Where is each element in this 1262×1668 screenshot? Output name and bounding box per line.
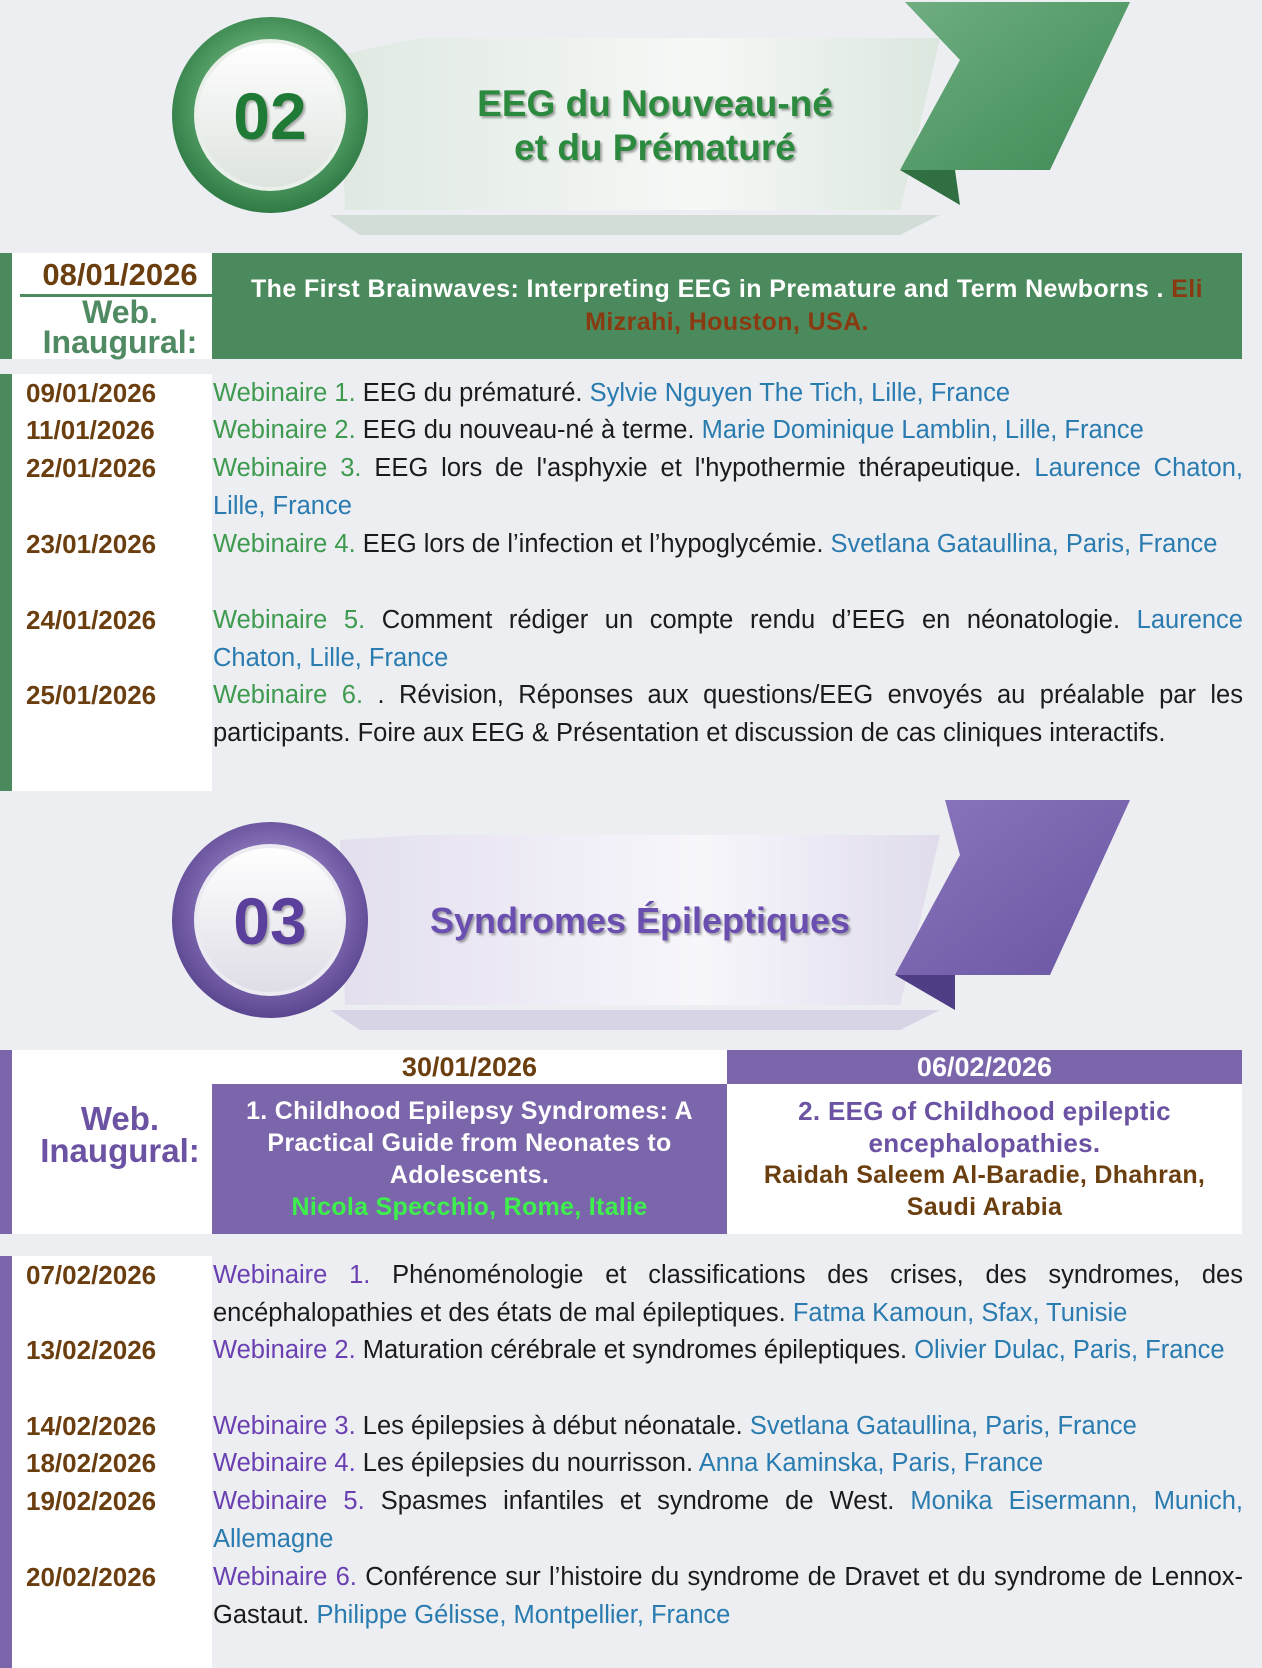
section-03-inaugural-label bbox=[16, 1100, 224, 1169]
webinar-title: Phénoménologie et classifications des crises, des syndromes, des encéphalopathies et des états de mal épileptiques. bbox=[213, 1261, 1243, 1327]
section-03-inaugural-label-line2: Inaugural: bbox=[40, 1132, 200, 1169]
section-03-talk-2-speaker: Raidah Saleem Al-Baradie, Dhahran, Saudi Arabia bbox=[763, 1161, 1206, 1221]
webinar-text bbox=[213, 1444, 1243, 1482]
webinar-speaker: Anna Kaminska, Paris, France bbox=[698, 1449, 1044, 1477]
section-03-talk-1-title: 1. Childhood Epilepsy Syndromes: A Practical Guide from Neonates to Adolescents. bbox=[246, 1097, 693, 1189]
section-03-inaugural-label-line1: Web. bbox=[80, 1100, 160, 1137]
webinar-date: 22/01/2026 bbox=[26, 453, 157, 483]
webinar-text bbox=[213, 1482, 1243, 1558]
webinar-speaker: Philippe Gélisse, Montpellier, France bbox=[316, 1601, 731, 1629]
section-03-talk-2 bbox=[727, 1084, 1242, 1234]
webinar-date: 24/01/2026 bbox=[26, 605, 157, 635]
webinar-date: 09/01/2026 bbox=[26, 378, 157, 408]
section-03-talk-1 bbox=[212, 1084, 727, 1234]
webinar-text bbox=[213, 411, 1262, 449]
section-02-list-bar bbox=[0, 374, 12, 791]
section-02-title bbox=[420, 82, 890, 170]
webinar-label: Webinaire 4. bbox=[213, 530, 356, 558]
webinar-label: Webinaire 1. bbox=[213, 379, 356, 407]
webinar-title: Maturation cérébrale et syndromes épileptiques. bbox=[362, 1336, 908, 1364]
webinar-speaker: Svetlana Gataullina, Paris, France bbox=[749, 1412, 1137, 1440]
webinar-title: Les épilepsies du nourrisson. bbox=[362, 1449, 694, 1477]
webinar-date: 18/02/2026 bbox=[26, 1448, 157, 1478]
webinar-date: 19/02/2026 bbox=[26, 1486, 157, 1516]
section-03-banner bbox=[0, 795, 1262, 1045]
webinar-date: 20/02/2026 bbox=[26, 1562, 157, 1592]
webinar-speaker: Laurence Chaton, Lille, France bbox=[213, 454, 1243, 520]
webinar-text bbox=[213, 374, 1243, 412]
webinar-date: 11/01/2026 bbox=[26, 415, 155, 445]
section-02-inaugural-label bbox=[16, 294, 224, 360]
section-03-talk-1-date: 30/01/2026 bbox=[212, 1050, 727, 1084]
webinar-label: Webinaire 2. bbox=[213, 1336, 356, 1364]
section-02-inaugural bbox=[0, 253, 1242, 359]
webinar-label: Webinaire 5. bbox=[213, 606, 366, 634]
webinar-title: Comment rédiger un compte rendu d’EEG en néonatologie. bbox=[381, 606, 1121, 634]
section-02-inaugural-label-line2: Inaugural: bbox=[42, 324, 198, 360]
section-02-inaugural-date: 08/01/2026 bbox=[20, 257, 220, 297]
webinar-date: 25/01/2026 bbox=[26, 680, 157, 710]
section-03-inaugural-label-box bbox=[0, 1050, 212, 1234]
section-03-talk-1-speaker: Nicola Specchio, Rome, Italie bbox=[291, 1193, 648, 1221]
webinar-title: Les épilepsies à début néonatale. bbox=[362, 1412, 743, 1440]
section-02-number: 02 bbox=[233, 79, 307, 153]
webinar-date: 23/01/2026 bbox=[26, 529, 157, 559]
section-03-talk-2-title: 2. EEG of Childhood epileptic encephalopathies. bbox=[798, 1096, 1171, 1158]
section-02-inaugural-label-line1: Web. bbox=[82, 294, 158, 330]
webinar-text bbox=[213, 1407, 1262, 1445]
webinar-speaker: Sylvie Nguyen The Tich, Lille, France bbox=[589, 379, 1011, 407]
section-02-inaugural-speaker: Eli Mizrahi, Houston, USA. bbox=[585, 275, 1203, 336]
section-02-webinar-list bbox=[0, 374, 1262, 791]
webinar-label: Webinaire 6. bbox=[213, 681, 364, 709]
webinar-speaker: Marie Dominique Lamblin, Lille, France bbox=[701, 416, 1144, 444]
webinar-date: 14/02/2026 bbox=[26, 1411, 157, 1441]
section-02-inaugural-talk bbox=[212, 253, 1242, 359]
webinar-title: . Révision, Réponses aux questions/EEG envoyés au préalable par les participants. Foire aux EEG & Présentation et discussion de cas cliniques interactifs. bbox=[213, 681, 1243, 747]
webinar-speaker: Fatma Kamoun, Sfax, Tunisie bbox=[792, 1299, 1128, 1327]
webinar-text bbox=[213, 1256, 1243, 1332]
webinar-speaker: Monika Eisermann, Munich, Allemagne bbox=[213, 1487, 1243, 1553]
webinar-date: 07/02/2026 bbox=[26, 1260, 157, 1290]
section-02-title-line2: et du Prématuré bbox=[514, 127, 796, 168]
webinar-title: Conférence sur l’histoire du syndrome de Dravet et du syndrome de Lennox-Gastaut. bbox=[213, 1563, 1243, 1629]
section-03-list-bar bbox=[0, 1256, 12, 1668]
section-02-title-line1: EEG du Nouveau-né bbox=[477, 83, 833, 124]
webinar-text bbox=[213, 449, 1243, 525]
webinar-title: Spasmes infantiles et syndrome de West. bbox=[380, 1487, 895, 1515]
webinar-label: Webinaire 2. bbox=[213, 416, 356, 444]
webinar-text bbox=[213, 1331, 1243, 1369]
webinar-text bbox=[213, 1558, 1243, 1634]
webinar-title: EEG du nouveau-né à terme. bbox=[362, 416, 695, 444]
webinar-label: Webinaire 4. bbox=[213, 1449, 356, 1477]
webinar-title: EEG lors de l'asphyxie et l'hypothermie thérapeutique. bbox=[374, 454, 1022, 482]
webinar-label: Webinaire 5. bbox=[213, 1487, 365, 1515]
section-03-talk-2-date: 06/02/2026 bbox=[727, 1050, 1242, 1084]
section-02-inaugural-label-box bbox=[0, 253, 212, 359]
section-03-webinar-list bbox=[0, 1256, 1262, 1668]
webinar-text bbox=[213, 601, 1243, 677]
section-03-inaugural bbox=[0, 1050, 1242, 1234]
webinar-title: EEG lors de l’infection et l’hypoglycémie. bbox=[362, 530, 824, 558]
webinar-label: Webinaire 3. bbox=[213, 1412, 356, 1440]
webinar-title: EEG du prématuré. bbox=[362, 379, 583, 407]
webinar-speaker: Laurence Chaton, Lille, France bbox=[213, 606, 1243, 672]
webinar-label: Webinaire 3. bbox=[213, 454, 362, 482]
section-02-inaugural-title: The First Brainwaves: Interpreting EEG in Premature and Term Newborns . bbox=[250, 275, 1164, 303]
webinar-text bbox=[213, 525, 1243, 563]
webinar-label: Webinaire 1. bbox=[213, 1261, 371, 1289]
webinar-text bbox=[213, 676, 1243, 752]
section-03-title: Syndromes Épileptiques bbox=[429, 900, 851, 941]
section-03-number: 03 bbox=[233, 884, 307, 958]
webinar-speaker: Svetlana Gataullina, Paris, France bbox=[830, 530, 1218, 558]
section-02-banner bbox=[0, 0, 1262, 250]
webinar-label: Webinaire 6. bbox=[213, 1563, 357, 1591]
webinar-speaker: Olivier Dulac, Paris, France bbox=[914, 1336, 1225, 1364]
webinar-date: 13/02/2026 bbox=[26, 1335, 157, 1365]
